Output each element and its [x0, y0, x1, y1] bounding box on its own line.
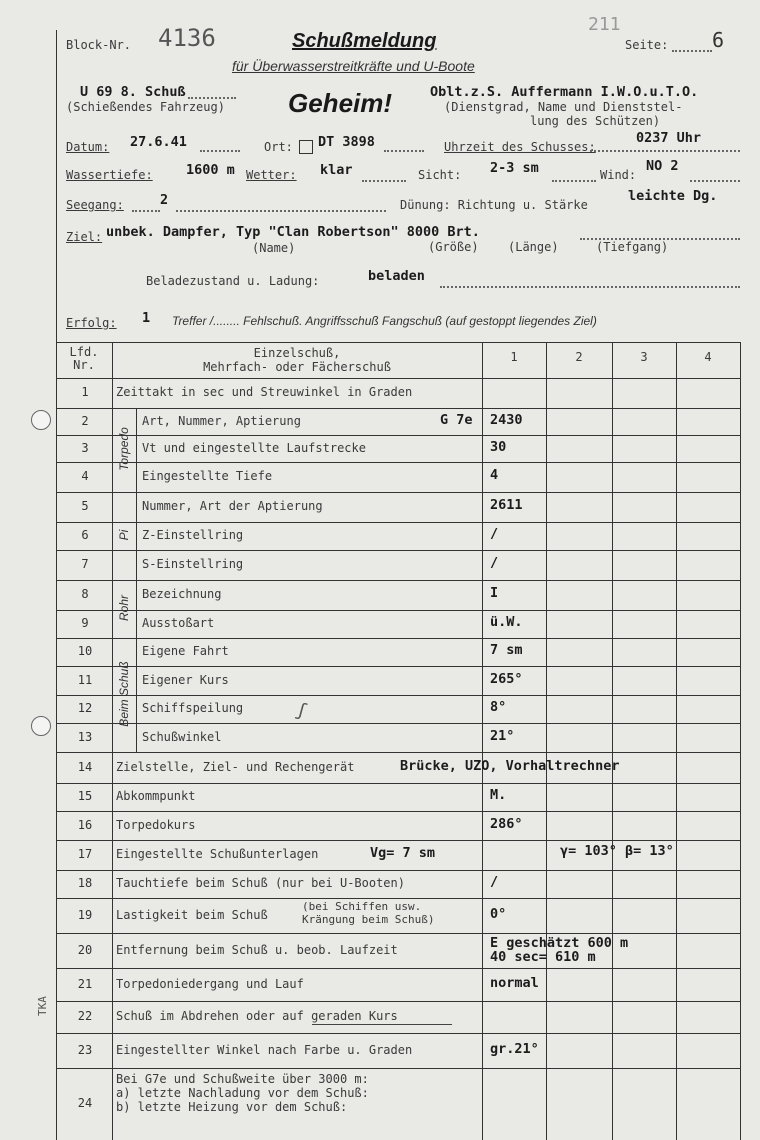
row-label: Lastigkeit beim Schuß — [116, 907, 268, 922]
col-header-shot-3: 3 — [640, 350, 648, 364]
row-number: 8 — [81, 587, 89, 601]
row-label: Art, Nummer, Aptierung — [142, 413, 301, 428]
row-number: 5 — [81, 499, 89, 513]
target-size-label: (Größe) — [428, 240, 479, 254]
wind-dots — [690, 180, 740, 182]
row-number: 15 — [77, 789, 93, 803]
table-col-line — [740, 342, 741, 1140]
row-label: Tauchtiefe beim Schuß (nur bei U-Booten) — [116, 876, 405, 890]
row-number: 1 — [81, 385, 89, 399]
row-value-shot-1: 265° — [490, 670, 523, 687]
table-row-line — [56, 898, 740, 899]
sea-label: Seegang: — [66, 198, 124, 212]
row-label-a: a) letzte Nachladung vor dem Schuß: — [116, 1086, 369, 1100]
table-row-line — [56, 1068, 740, 1069]
row-number: 12 — [77, 701, 93, 715]
load-label: Beladezustand u. Ladung: — [146, 274, 320, 288]
row-label-b: b) letzte Heizung vor dem Schuß: — [116, 1100, 348, 1114]
row-value-shot-1: 8° — [490, 699, 507, 715]
sight-label: Sicht: — [418, 168, 462, 182]
row-number: 7 — [81, 557, 89, 571]
table-row-line — [56, 462, 740, 463]
depth-value: 1600 m — [186, 162, 235, 178]
date-value: 27.6.41 — [130, 134, 187, 150]
weather-dots — [362, 180, 406, 182]
pencil-check-mark: ʃ — [293, 698, 310, 723]
row-number: 20 — [77, 942, 93, 957]
page-left-border — [56, 30, 57, 1140]
row-number: 4 — [81, 469, 89, 483]
wind-value: NO 2 — [646, 158, 679, 174]
sight-dots — [552, 180, 596, 182]
row-value-shot-1: ü.W. — [490, 614, 523, 630]
row-number: 17 — [77, 847, 93, 861]
row-label: Bei G7e und Schußweite über 3000 m: — [116, 1072, 369, 1086]
row-label: Eingestellte Schußunterlagen — [116, 847, 319, 861]
table-col-line — [612, 342, 613, 1140]
group-label-0: Torpedo — [117, 427, 131, 471]
table-row-line — [56, 695, 740, 696]
table-row-line — [56, 968, 740, 969]
depth-label: Wassertiefe: — [66, 168, 153, 182]
place-dots — [384, 150, 424, 152]
col-header-shot-4: 4 — [704, 350, 712, 364]
table-row-line — [56, 408, 740, 409]
row-value-shot-1: 21° — [490, 727, 515, 744]
page-number: 6 — [712, 28, 725, 52]
row-label: Zielstelle, Ziel- und Rechengerät — [116, 759, 355, 774]
page-label: Seite: — [625, 38, 669, 52]
table-row-line — [56, 783, 740, 784]
form-title: Schußmeldung — [292, 30, 437, 52]
result-label: Erfolg: — [66, 316, 117, 330]
row-number: 22 — [77, 1009, 93, 1023]
row-value-shot-1: I — [490, 585, 499, 601]
table-row-line — [56, 840, 740, 841]
row-number: 13 — [77, 729, 93, 744]
target-dots — [580, 238, 740, 240]
secret-stamp: Geheim! — [288, 88, 393, 118]
table-col-line — [546, 342, 547, 1140]
row-label: Abkommpunkt — [116, 789, 196, 803]
punch-hole-top — [31, 410, 51, 430]
row-label: Nummer, Art der Aptierung — [142, 499, 323, 513]
table-row-line — [56, 610, 740, 611]
group-line-pi — [136, 492, 137, 580]
shooter-value: Oblt.z.S. Auffermann I.W.O.u.T.O. — [430, 84, 699, 100]
row-value-shot-1: / — [490, 555, 499, 571]
row-extra-2: γ= 103° β= 13° — [560, 843, 674, 859]
sea-dots — [132, 210, 160, 212]
time-value: 0237 Uhr — [636, 130, 702, 146]
row-value-shot-1: 2430 — [490, 411, 523, 428]
shooter-label-1: (Dienstgrad, Name und Dienststel- — [444, 100, 683, 114]
table-row-line — [56, 435, 740, 436]
table-row-line — [56, 870, 740, 871]
row-label: Z-Einstellring — [142, 528, 244, 542]
row-label: Eingestellte Tiefe — [142, 469, 273, 483]
row-value-shot-1: normal — [490, 974, 539, 991]
form-subtitle: für Überwasserstreitkräfte und U-Boote — [232, 58, 475, 74]
row22-underline — [312, 1024, 452, 1025]
row-number: 24 — [77, 1096, 93, 1110]
result-options: Treffer /........ Fehlschuß. Angriffsschuß Fangschuß (auf gestoppt liegendes Ziel) — [172, 314, 597, 328]
row-value-shot-1: / — [490, 526, 499, 542]
row-label: Eigener Kurs — [142, 672, 229, 687]
group-line-schuss — [136, 638, 137, 752]
row-number: 3 — [81, 440, 89, 455]
row-extra: Brücke, UZO, Vorhaltrechner — [400, 757, 620, 774]
row-extra: G 7e — [440, 411, 473, 428]
row-number: 2 — [81, 413, 89, 428]
place-label: Ort: — [264, 140, 293, 154]
row-value-shot-1: 30 — [490, 438, 507, 455]
table-col-line — [676, 342, 677, 1140]
row-number: 6 — [81, 528, 89, 542]
table-row-line — [56, 378, 740, 379]
row-value-shot-1: 0° — [490, 905, 507, 922]
row-label: Schußwinkel — [142, 729, 222, 744]
row-value-shot-1: / — [490, 874, 499, 890]
row-label: Eingestellter Winkel nach Farbe u. Graden — [116, 1042, 413, 1057]
swell-value: leichte Dg. — [628, 188, 718, 204]
table-top-line — [56, 342, 740, 343]
row-number: 18 — [77, 876, 93, 890]
row-number: 11 — [77, 672, 93, 687]
weather-label: Wetter: — [246, 168, 297, 182]
weather-value: klar — [320, 162, 353, 178]
row-value-shot-1: 7 sm — [490, 642, 523, 658]
row-label: Torpedokurs — [116, 817, 196, 832]
shooter-label-2: lung des Schützen) — [530, 114, 661, 128]
row-number: 19 — [77, 907, 93, 922]
group-label-2: Rohr — [117, 595, 131, 622]
row-label: Zeittakt in sec und Streuwinkel in Graden — [116, 385, 413, 399]
col-header-desc-1: Einzelschuß, — [253, 346, 341, 360]
group-line-rohr — [136, 580, 137, 638]
col-header-shot-2: 2 — [575, 350, 583, 364]
load-value: beladen — [368, 268, 425, 284]
col-header-shot-1: 1 — [510, 350, 518, 364]
group-label-3: Beim Schuß — [117, 661, 131, 727]
row-number: 23 — [77, 1042, 93, 1057]
table-row-line — [56, 638, 740, 639]
target-value: unbek. Dampfer, Typ "Clan Robertson" 8000 Brt. — [106, 224, 480, 240]
target-name-label: (Name) — [252, 241, 296, 255]
wind-label: Wind: — [600, 168, 637, 182]
row-number: 16 — [77, 817, 93, 832]
row-number: 10 — [77, 644, 93, 658]
row-label: Vt und eingestellte Laufstrecke — [142, 440, 366, 455]
col-header-nr: Lfd. Nr. — [69, 345, 99, 372]
group-line-torpedo — [136, 408, 137, 492]
page-dots — [672, 50, 712, 52]
row-extra-2: 40 sec= 610 m — [490, 949, 596, 965]
row-label: Bezeichnung — [142, 587, 222, 601]
row-label: Torpedoniedergang und Lauf — [116, 976, 304, 991]
place-value: DT 3898 — [318, 134, 375, 150]
time-label: Uhrzeit des Schusses: — [444, 140, 596, 154]
table-row-line — [56, 1001, 740, 1002]
block-label: Block-Nr. — [66, 38, 132, 52]
group-label-1: Pi — [117, 529, 131, 541]
sight-value: 2-3 sm — [490, 160, 539, 176]
col-header-desc-2: Mehrfach- oder Fächerschuß — [203, 360, 391, 374]
row-number: 14 — [77, 759, 93, 774]
table-row-line — [56, 666, 740, 667]
row-value-shot-1: gr.21° — [490, 1040, 539, 1057]
row-label: Schiffspeilung — [142, 701, 244, 715]
swell-label: Dünung: Richtung u. Stärke — [400, 198, 588, 212]
result-value: 1 — [142, 310, 151, 326]
margin-note: TKA — [36, 996, 49, 1016]
time-dots — [590, 150, 740, 152]
target-draught-label: (Tiefgang) — [596, 240, 669, 254]
row-label: S-Einstellring — [142, 557, 244, 571]
row-label: Ausstoßart — [142, 616, 215, 630]
target-length-label: (Länge) — [508, 240, 559, 254]
vessel-dots — [188, 97, 236, 99]
table-row-line — [56, 933, 740, 934]
vessel-label: (Schießendes Fahrzeug) — [66, 100, 225, 114]
table-row-line — [56, 580, 740, 581]
vessel-value: U 69 8. Schuß — [80, 84, 186, 100]
sea-dots-2 — [176, 210, 386, 212]
date-dots — [200, 150, 240, 152]
date-label: Datum: — [66, 140, 110, 154]
table-row-line — [56, 752, 740, 753]
load-dots — [440, 286, 740, 288]
row-label-note: (bei Schiffen usw. Krängung beim Schuß) — [302, 900, 435, 926]
row-value-shot-1: 4 — [490, 467, 499, 483]
archive-stamp-number: 211 — [588, 14, 621, 35]
row-label: Eigene Fahrt — [142, 644, 229, 658]
table-row-line — [56, 550, 740, 551]
row-number: 21 — [77, 976, 93, 991]
row-extra: Vg= 7 sm — [370, 845, 436, 861]
row-label: Entfernung beim Schuß u. beob. Laufzeit — [116, 942, 398, 957]
table-row-line — [56, 492, 740, 493]
table-row-line — [56, 811, 740, 812]
table-row-line — [56, 723, 740, 724]
row-label: Schuß im Abdrehen oder auf geraden Kurs — [116, 1009, 398, 1023]
sea-value: 2 — [160, 192, 169, 208]
row-number: 9 — [81, 616, 89, 630]
row-value-shot-1: 286° — [490, 815, 523, 832]
table-row-line — [56, 1033, 740, 1034]
table-row-line — [56, 522, 740, 523]
block-number: 4136 — [158, 24, 216, 52]
punch-hole-bottom — [31, 716, 51, 736]
row-value-shot-1: M. — [490, 787, 507, 803]
row-extra: E geschätzt 600 m — [490, 935, 629, 951]
target-label: Ziel: — [66, 230, 103, 244]
table-col-line — [482, 342, 483, 1140]
place-checkbox — [299, 140, 313, 154]
row-value-shot-1: 2611 — [490, 497, 523, 513]
